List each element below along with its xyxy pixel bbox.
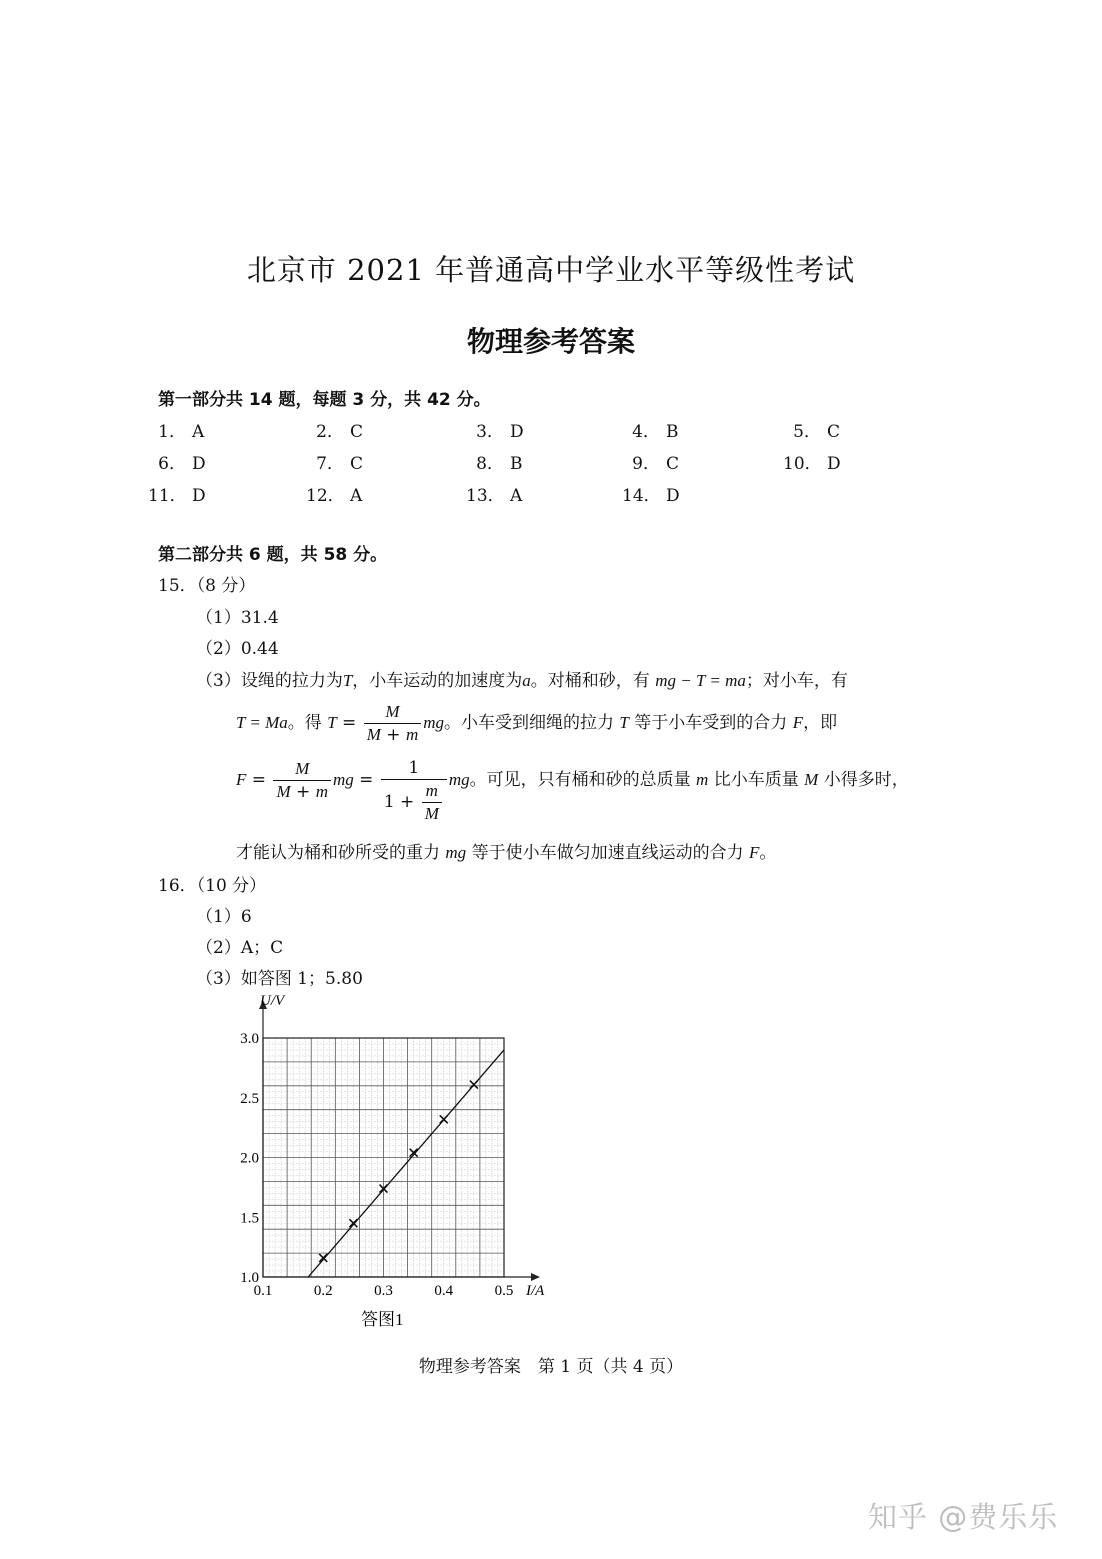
figure-caption: 答图1 [361,1310,404,1329]
q16-heading: 16．（10 分） [158,876,267,896]
answer-item: 1． A [158,422,205,442]
x-tick-label: 0.3 [374,1283,393,1299]
q15-sub3-line1: （3）设绳的拉力为T，小车运动的加速度为a。对桶和砂，有 mg − T = ma；对小车，有 [196,671,848,691]
y-tick-label: 1.0 [240,1270,259,1286]
u-i-graph [220,988,560,1333]
y-tick-label: 3.0 [240,1031,259,1047]
y-tick-label: 1.5 [240,1210,259,1227]
answer-item: 11． D [148,486,206,506]
answer-item: 4． B [632,422,679,442]
q15-sub2: （2）0.44 [196,639,279,659]
q15-heading: 15．（8 分） [158,576,256,596]
watermark: 知乎 @费乐乐 [868,1500,1059,1534]
answer-item: 3． D [476,422,524,442]
y-axis-label: U/V [260,993,285,1009]
x-tick-label: 0.1 [253,1283,273,1299]
q15-sub1: （1）31.4 [196,608,279,628]
x-axis-label: I/A [526,1283,545,1299]
fraction: 1 1 + $\frac{m}{M}$ [381,758,447,825]
answer-item: 5． C [793,422,841,442]
answer-key-title: 物理参考答案 [466,325,635,358]
part1-header: 第一部分共 14 题，每题 3 分，共 42 分。 [158,390,491,410]
answer-item: 12． A [306,486,363,506]
answer-item: 6． D [158,454,206,474]
x-tick-label: 0.2 [313,1283,333,1299]
y-tick-label: 2.0 [240,1150,259,1167]
answer-item: 13． A [466,486,523,506]
part2-header: 第二部分共 6 题，共 58 分。 [158,545,388,565]
exam-title: 北京市 2021 年普通高中学业水平等级性考试 [246,253,856,287]
x-tick-label: 0.5 [494,1283,514,1299]
q16-sub2: （2）A；C [196,938,284,958]
page-footer: 物理参考答案 第 1 页（共 4 页） [418,1357,684,1377]
answer-item: 9． C [632,454,680,474]
answer-item: 10． D [783,454,841,474]
q15-sub3-line4: 才能认为桶和砂所受的重力 mg 等于使小车做匀加速直线运动的合力 F。 [236,843,777,863]
x-axis-arrow [531,1273,540,1281]
answer-item: 2． C [316,422,364,442]
answer-item: 7． C [316,454,364,474]
fraction: $\frac{M}{M + m}$ [364,701,422,746]
q15-sub3-line3: F = $\frac{M}{M + m}$ mg = 1 1 + $\frac{m}{M}$ mg。可见，只有桶和砂的总质量 m 比小车质量 M 小得多时， [236,758,909,823]
fraction: $\frac{M}{M + m}$ [273,758,331,803]
x-tick-label: 0.4 [434,1283,454,1299]
y-tick-label: 2.5 [240,1090,259,1107]
answer-item: 8． B [476,454,523,474]
q16-sub1: （1）6 [196,907,252,927]
answer-item: 14． D [622,486,680,506]
q15-sub3-line2: T = Ma。得 T = $\frac{M}{M + m}$ mg。小车受到细绳的拉力 T 等于小车受到的合力 F，即 [236,702,838,745]
q16-sub3: （3）如答图 1；5.80 [196,969,363,989]
